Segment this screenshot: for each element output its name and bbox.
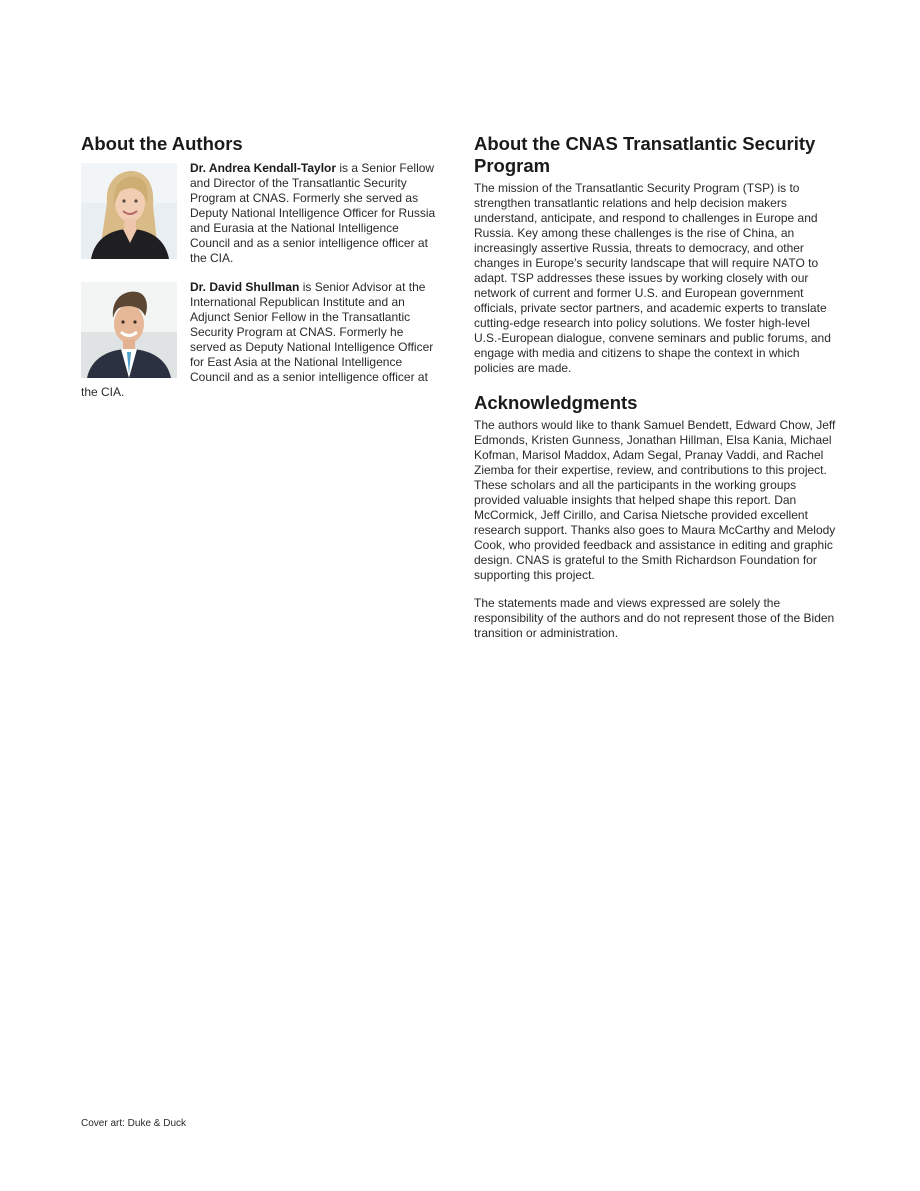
program-heading: About the CNAS Transatlantic Security Program — [474, 133, 816, 176]
program-description: The mission of the Transatlantic Security Program (TSP) is to strengthen transatlantic relations and help decision makers understand, anticipate, and respond to challenges in Europe and Russia. Key among these challenges is the rise of China, an increasingly assertive Russia, threats to democracy, and other changes in Europe’s security landscape that will require NATO to adapt. TSP addresses these issues by working closely with our network of current and former U.S. and European government officials, private sector partners, and academic experts to translate cutting-edge research into policy solutions. We foster high-level U.S.-European dialogue, convene seminars and public forums, and engage with media and citizens to shape the context in which policies are made. — [474, 181, 831, 375]
author-bio-shullman — [81, 280, 441, 400]
author-name: Dr. Andrea Kendall-Taylor — [190, 161, 337, 175]
author-description: is a Senior Fellow and Director of the Transatlantic Security Program at CNAS. Formerly she served as Deputy National Intelligence Officer for Russia and Eurasia at the National Intelligence Council and as a senior intelligence officer at the CIA. — [190, 161, 436, 265]
acknowledgments-heading: Acknowledgments — [474, 392, 638, 413]
author-photo-kendall-taylor — [81, 163, 177, 259]
disclaimer-paragraph: The statements made and views expressed are solely the responsibility of the authors and do not represent those of the Biden transition or administration. — [474, 596, 835, 640]
acknowledgments-paragraph: The authors would like to thank Samuel Bendett, Edward Chow, Jeff Edmonds, Kristen Gunness, Jonathan Hillman, Elsa Kania, Michael Kofman, Marisol Maddox, Adam Segal, Pranay Vaddi, and Rachel Ziemba for their expertise, review, and contributions to this project. These scholars and all the participants in the working groups provided valuable insights that helped shape this report. Dan McCormick, Jeff Cirillo, and Carisa Nietsche provided excellent research support. Thanks also goes to Maura McCarthy and Melody Cook, who provided feedback and assistance in editing and graphic design. CNAS is grateful to the Smith Richardson Foundation for supporting this project. — [474, 418, 836, 582]
authors-section — [81, 133, 441, 400]
author-description: is Senior Advisor at the International Republican Institute and an Adjunct Senior Fellow in the Transatlantic Security Program at CNAS. Formerly he served as Deputy National Intelligence Officer for East Asia at the National Intelligence Council and as a senior intelligence officer at the CIA. — [81, 280, 434, 399]
cover-art-credit: Cover art: Duke & Duck — [81, 1118, 187, 1129]
author-bio-kendall-taylor — [81, 161, 441, 266]
authors-heading: About the Authors — [81, 133, 243, 154]
author-photo-shullman — [81, 282, 177, 378]
program-column — [474, 133, 840, 641]
author-name: Dr. David Shullman — [190, 280, 300, 294]
